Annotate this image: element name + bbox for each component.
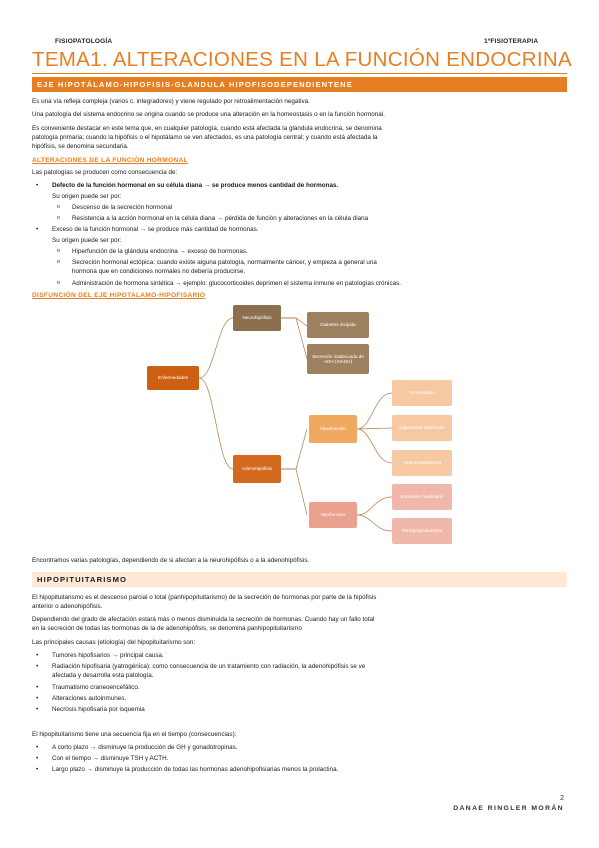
list-item: Administración de hormona sintética → ejemplo: glucocorticoides deprimen el sistema inmune en patologías crónicas.	[72, 280, 402, 287]
course-label: 1ºFISIOTERAPIA	[484, 38, 539, 45]
circle-bullet-icon: o	[57, 204, 60, 210]
list-item: Secreción hormonal ectópica: cuando existe alguna patología, normalmente cáncer, y empieza a general una	[72, 259, 377, 266]
section-bar-eje: EJE HIPOTÁLAMO-HIPOFISIS-GLANDULA HIPOFISODEPENDIENTENE	[32, 77, 567, 92]
node-enanismo: Enanismo hipofisario	[392, 484, 452, 510]
bullet-icon: •	[36, 652, 39, 659]
circle-bullet-icon: o	[57, 259, 60, 265]
heading-disfuncion: DISFUNCIÓN DEL EJE HIPOTALAMO-HIPOFISARIO	[32, 292, 206, 299]
paragraph: El hipopituitarismo tiene una secuencia fija en el tiempo (consecuencias):	[32, 731, 237, 738]
node-gigantismo: Gigantismo hipofisario	[392, 415, 452, 441]
node-hipofuncion: Hipofunción	[309, 502, 357, 528]
list-item: hormona que en condiciones normales no debería producirse.	[72, 268, 246, 275]
list-item: Con el tiempo → disminuye TSH y ACTH.	[52, 755, 169, 762]
circle-bullet-icon: o	[57, 215, 60, 221]
paragraph: anterior o adenohipófisis.	[32, 603, 103, 610]
list-item: Radiación hipofisaria (yatrogénica): como consecuencia de un tratamiento con radiación, la adenohipófisis se ve	[52, 663, 366, 670]
heading-alteraciones: ALTERACIONES DE LA FUNCIÓN HORMONAL	[32, 157, 188, 164]
list-item: Tumores hipofisarios → principal causa.	[52, 652, 164, 659]
list-item: afectada y desarrolla esta patología.	[52, 672, 154, 679]
bullet-icon: •	[36, 744, 39, 751]
paragraph: Las patologías se producen como consecuencia de:	[32, 169, 178, 176]
bullet-icon: •	[36, 706, 39, 713]
bullet-icon: •	[36, 755, 39, 762]
list-item: Resistencia a la acción hormonal en la célula diana → pérdida de función y alteraciones en la célula diana	[72, 215, 369, 222]
paragraph: patología primaria; cuando la hipófisis o el hipotálamo se ven afectados, es una patología central; y cuando está afectada la	[32, 134, 378, 141]
node-neurohipofisis: Neurohipófisis	[233, 305, 281, 331]
list-item: Descenso de la secreción hormonal	[72, 204, 173, 211]
bullet-icon: •	[36, 663, 39, 670]
list-item: A corto plazo → disminuye la producción de GH y gonadotropinas.	[52, 744, 238, 751]
node-hiperfuncion: Hiperfunción	[309, 415, 357, 443]
node-hiperprolactinemia: Hiperprolactinemia	[392, 450, 452, 476]
node-adenohipofisis: Adenohipófisis	[233, 455, 281, 483]
node-diabetes-insipida: Diabetes insípida	[307, 312, 369, 338]
diagram-caption: Encontramos varias patologías, dependiendo de si afectan a la neurohipófisis o a la adenohipófisis.	[32, 557, 310, 564]
page-number: 2	[560, 795, 564, 802]
node-panhipopituitarismo: Panhipopituitarismo	[392, 518, 452, 544]
node-enfermedades: Enfermedades	[147, 366, 199, 390]
list-item: Necrosis hipofisaria por isquemia	[52, 706, 145, 713]
paragraph: Dependiendo del grado de afectación estará más o menos disminuida la secreción de hormonas. Cuando hay un fallo total	[32, 616, 375, 623]
bullet-icon: •	[36, 226, 39, 233]
paragraph: en la secreción de todas las hormonas de la de adenohipófisis, se denomina panhipopituitarismo	[32, 625, 302, 632]
section-bar-hipopituitarismo: HIPOPITUITARISMO	[32, 572, 567, 587]
paragraph: Es conveniente destacar en este tema que, en cualquier patología, cuando está afectada la glándula endocrina, se denomina	[32, 125, 382, 132]
paragraph: hipófisis, se denomina secundaria.	[32, 143, 129, 150]
bullet-icon: •	[36, 695, 39, 702]
list-item: Largo plazo → disminuye la producción de todas las hormonas adenohipofisiarias menos la prolactina.	[52, 766, 339, 773]
list-item: Defecto de la función hormonal en su célula diana → se produce menos cantidad de hormonas.	[52, 182, 339, 189]
list-item: Alteraciones autoinmunes.	[52, 695, 127, 702]
paragraph: El hipopituitarismo es el descenso parcial o total (panhipopituitarismo) de la secreción de hormonas por parte de la hipófisis	[32, 594, 377, 601]
subject-label: FISIOPATOLOGÍA	[55, 38, 113, 45]
author-name: DANAE RINGLER MORÁN	[453, 805, 564, 812]
node-siadh: Secreción inadecuada de ADH (SIADH)	[307, 344, 369, 374]
bullet-icon: •	[36, 684, 39, 691]
bullet-icon: •	[36, 182, 39, 189]
paragraph: Es una vía refleja compleja (varios c. integradores) y viene regulado por retroalimentación negativa.	[32, 98, 310, 105]
paragraph: Una patología del sistema endocrino se origina cuando se produce una alteración en la homeostasis o en la función hormonal.	[32, 111, 385, 118]
paragraph: Las principales causas (etiología) del hipopituitarismo son:	[32, 639, 196, 646]
circle-bullet-icon: o	[57, 248, 60, 254]
circle-bullet-icon: o	[57, 280, 60, 286]
bullet-icon: •	[36, 766, 39, 773]
list-item: Su origen puede ser por:	[52, 237, 122, 244]
node-acromegalia: Acromegalia	[392, 380, 452, 406]
page-title: TEMA1. ALTERACIONES EN LA FUNCIÓN ENDOCRINA	[32, 48, 572, 71]
list-item: Exceso de la función hormonal → se produce más cantidad de hormonas.	[52, 226, 259, 233]
list-item: Traumatismo craneoencefálico.	[52, 684, 140, 691]
list-item: Hiperfunción de la glándula endocrina → exceso de hormonas.	[72, 248, 248, 255]
list-item: Su origen puede ser por:	[52, 193, 122, 200]
